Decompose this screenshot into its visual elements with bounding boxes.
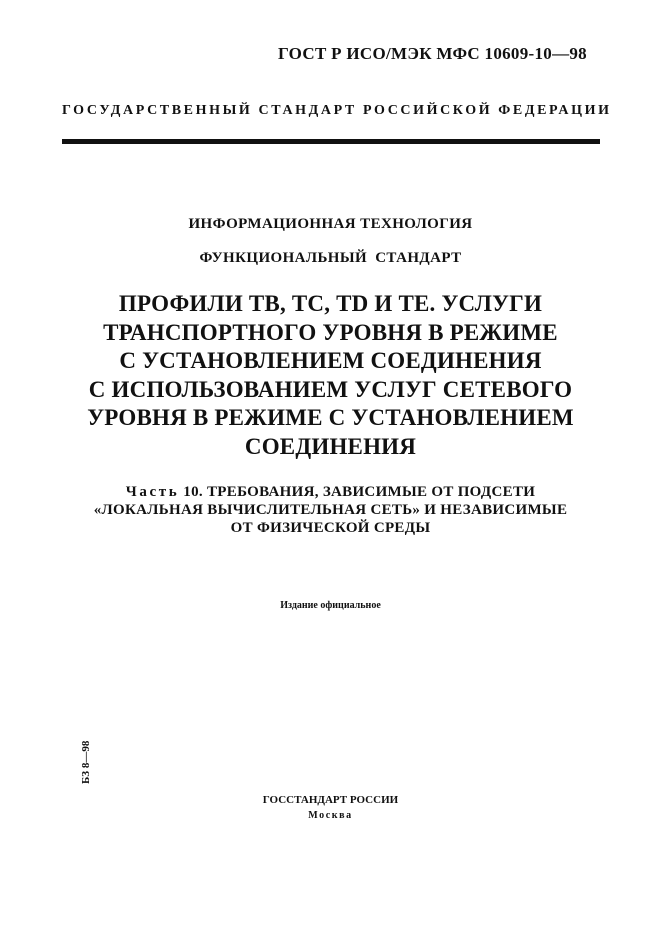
part-line-3: ОТ ФИЗИЧЕСКОЙ СРЕДЫ [230,520,431,536]
title-line: СОЕДИНЕНИЯ [244,433,417,459]
subject-line-2: ФУНКЦИОНАЛЬНЫЙ СТАНДАРТ [199,250,462,266]
side-code: БЗ 8—98 [80,740,92,784]
publisher: ГОССТАНДАРТ РОССИИ [262,794,399,806]
title-line: УРОВНЯ В РЕЖИМЕ С УСТАНОВЛЕНИЕМ [87,405,574,430]
subject-line-1: ИНФОРМАЦИОННАЯ ТЕХНОЛОГИЯ [188,216,473,232]
title-line: С УСТАНОВЛЕНИЕМ СОЕДИНЕНИЯ [119,348,542,373]
header-rule [62,139,600,144]
title-line: С ИСПОЛЬЗОВАНИЕМ УСЛУГ СЕТЕВОГО [88,376,573,402]
title-line: ТРАНСПОРТНОГО УРОВНЯ В РЕЖИМЕ [103,319,558,345]
part-title [20,483,641,537]
title-line: ПРОФИЛИ ТВ, ТС, TD И ТЕ. УСЛУГИ [118,291,543,316]
part-prefix: Часть [125,484,180,500]
part-line-1-text: 10. ТРЕБОВАНИЯ, ЗАВИСИМЫЕ ОТ ПОДСЕТИ [179,484,536,500]
publisher-city: Москва [308,810,353,821]
part-line-1 [20,483,641,501]
document-title [20,290,641,461]
state-standard-heading: ГОСУДАРСТВЕННЫЙ СТАНДАРТ РОССИЙСКОЙ ФЕДЕРАЦИИ [62,103,612,118]
part-line-2: «ЛОКАЛЬНАЯ ВЫЧИСЛИТЕЛЬНАЯ СЕТЬ» И НЕЗАВИСИМЫЕ [93,502,568,518]
document-number: ГОСТ Р ИСО/МЭК МФС 10609-10—98 [277,44,587,63]
edition-note: Издание официальное [280,600,381,611]
